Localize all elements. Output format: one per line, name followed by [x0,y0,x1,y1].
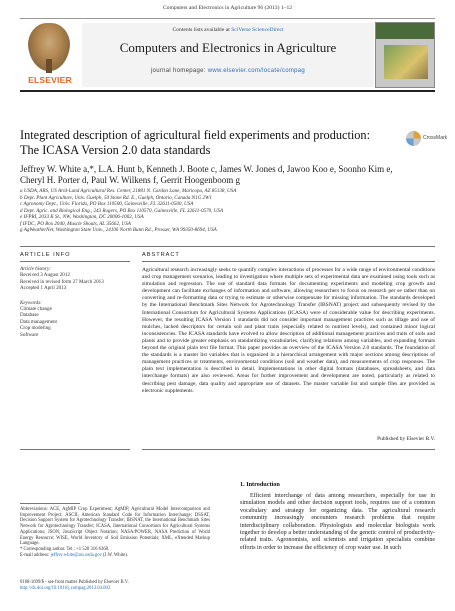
abstract-text: Agricultural research increasingly seeks to quantify complex interactions of processes for a wide range of environmental conditions and crop management scenarios, leading to investigation where multiple sets of experimental data are examined using tools such as simulation and regression. The use of standard data formats for documenting experiments and modeling crop growth and development can facilitate exchanges of information and software, allowing researchers to focus on research per se rather than on converting and re-formatting data or trying to estimate or otherwise compensate for missing information. The standards developed by the International Benchmark Sites Network for Agrotechnology Transfer (IBSNAT) project and subsequently revised by the International Consortium for Agricultural Systems Applications (ICASA) were of considerable value for describing experiments. However, the resulting ICASA Version 1 standards did not consider important management practices such as tillage and use of mulches, lacked descriptors for certain soil and plant traits (especially related to nutrient levels), and contained minor logical inconsistencies. The ICASA standards have evolved to allow description of additional management practices and traits of soils and plants and to provide greater emphasis on standardizing vocabularies, clarifying relations among variables, and expanding formats beyond the original plain text file format. This paper provides an overview of the ICASA Version 2.0 standards. The foundation of the standards is a master list variables that is organized in a hierarchical arrangement with major sections among descriptions of management practices or treatments, environmental conditions (soil and weather data), and measurements of crop responses. The plain text implementation is described in detail. Implementations in other digital formats (databases, spreadsheets, and data interchange formats) are also reviewed. Areas for further improvement and development are noted, particularly as related to describing pest damage, data quality and appropriate use of datasets. The master variable list and sample files are provided as electronic supplements. [142,267,435,394]
email-link[interactable]: jeffrey.white@ars.usda.gov [50,552,102,558]
affiliation: d Dept. Agric. and Biological Eng., 243 Rogers, PO Box 110570, Gainesville, FL 32611-0570, USA [20,207,224,214]
divider [20,449,130,450]
keyword: Database [20,312,39,319]
sciencedirect-link[interactable]: SciVerse ScienceDirect [231,27,284,33]
history-title: Article history: [20,266,51,272]
corresponding-author: * Corresponding author. Tel.: +1 520 316 6368. [20,546,110,552]
keyword: Climate change [20,306,52,313]
divider [20,261,130,262]
article-title: Integrated description of agricultural field experiments and production: The ICASA Version 2.0 data standards [20,128,370,157]
copyright-line: 0168-1699/$ - see front matter Published by Elsevier B.V. [20,580,129,585]
divider [142,261,435,262]
section-heading: 1. Introduction [240,481,280,488]
journal-title: Computers and Electronics in Agriculture [119,40,337,55]
crossmark-label: CrossMark [423,135,448,141]
abstract-label: ABSTRACT [142,252,180,258]
revised-date: Received in revised form 27 March 2013 [20,278,104,285]
journal-cover-image [375,22,435,88]
affiliation: c Agronomy Dept., Univ. Florida, PO Box 110500, Gainesville, FL 32611-0500, USA [20,201,194,207]
elsevier-logo[interactable] [20,23,78,87]
footnotes [20,503,210,558]
affiliation: f IFDC, PO Box 2040, Muscle Shoals, AL 35662, USA [20,220,131,227]
author-list: Jeffrey W. White a,*, L.A. Hunt b, Kenneth J. Boote c, James W. Jones d, Jawoo Koo e, Soonho Kim e, Cheryl H. Porter d, Paul W. Wilkens f, Gerrit Hoogenboom g [20,164,393,185]
published-by: Published by Elsevier B.V. [377,436,435,442]
keyword: Data management [20,318,57,325]
article-info [20,266,130,338]
accepted-date: Accepted 1 April 2013 [20,285,67,292]
keywords-title: Keywords: [20,299,42,306]
affiliation: b Dept. Plant Agriculture, Univ. Guelph, 50 Stone Rd. E., Guelph, Ontario, Canada N1G 2W1 [20,194,212,201]
affiliation: e IFPRI, 2033 K St., NW, Washington, DC 20006-1002, USA [20,214,144,220]
crossmark-icon [406,131,421,146]
email-line: E-mail address: jeffrey.white@ars.usda.gov (J.W. White). [20,552,129,558]
affiliation: a USDA, ARS, US Arid-Land Agricultural Res. Center, 21881 N. Cardon Lane, Maricopa, AZ 85138, USA [20,188,237,194]
front-matter [20,580,220,592]
divider [142,449,435,450]
running-head: Computers and Electronics in Agriculture 96 (2013) 1–12 [162,5,293,11]
journal-banner [20,18,435,92]
banner-center [82,23,374,87]
doi-link[interactable]: http://dx.doi.org/10.1016/j.compag.2013.04.003 [20,586,111,591]
affiliation: g AgWeatherNet, Washington State Univ., 24106 North Bunn Rd., Prosser, WA 99350-8694, USA [20,227,217,233]
article-info-label: ARTICLE INFO [20,252,71,258]
abbreviations-footnote: Abbreviations: ACE, AgMIP Crop Experiment; AgMIP, Agricultural Model Intercomparison and Improvement Project; ASCII, American Standard Code for Information Interchange; DSSAT, Decision Support System for Agrotechnology Transfer; IBSNAT, the International Benchmark Sites Network for Agrotechnology Transfer; ICASA, International Consortium for Agricultural Systems Applications; JSON, JavaScript Object Notation; NASA/POWER, NASA Prediction of World Energy Resource; WISE, World Inventory of Soil Emission Potentials; XML, eXtended Markup Language. [20,507,210,547]
crossmark-button[interactable] [406,131,446,161]
publisher-logo-text: ELSEVIER [28,75,72,85]
homepage-link[interactable]: www.elsevier.com/locate/compag [207,68,306,74]
homepage-line: journal homepage: www.elsevier.com/locate/compag [150,68,306,74]
contents-line: Contents lists available at SciVerse ScienceDirect [172,27,284,33]
keyword: Crop modeling [20,325,51,332]
keyword: Software [20,331,39,338]
intro-text: Efficient interchange of data among researchers, especially for use in simulation models and other decision support tools, requires use of a common vocabulary and strategy for organizing data. The agricultural research community increasingly encounters research problems that require interdisciplinary collaboration. Physiologists and molecular biologists work together to develop a better understanding of the genetic control of productivity-related traits. Agronomists, soil scientists and irrigation specialists combine efforts in order to increase the efficiency of crop water use. In such [240,493,435,551]
affiliations [20,188,440,234]
divider [20,246,435,247]
received-date: Received 3 August 2012 [20,272,70,279]
